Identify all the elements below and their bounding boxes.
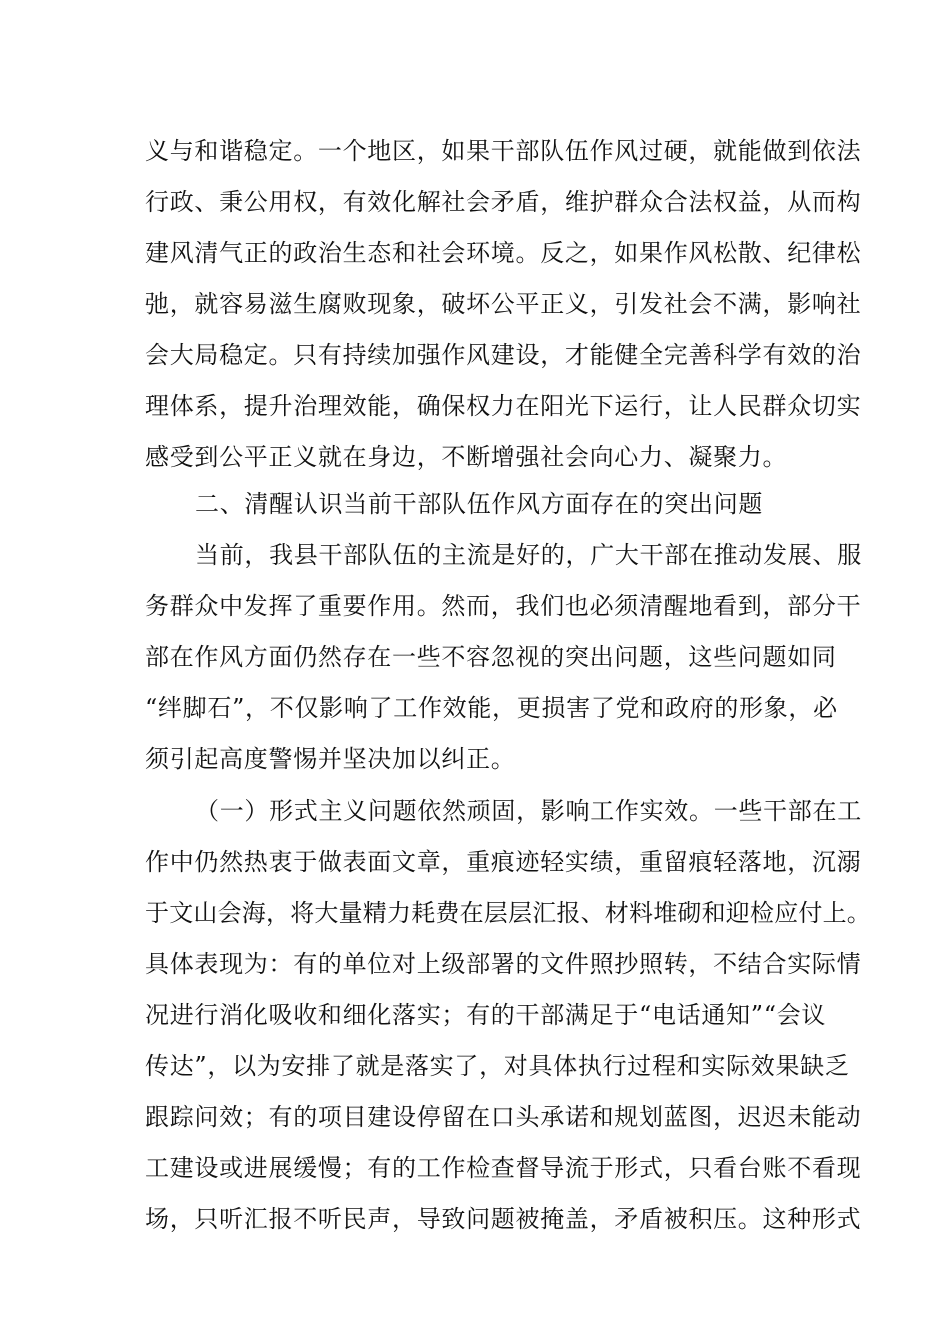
- paragraph-line: 于文山会海，将大量精力耗费在层层汇报、材料堆砌和迎检应付上。: [145, 899, 871, 927]
- paragraph-line: 况进行消化吸收和细化落实；有的干部满足于“电话通知”“会议: [145, 1001, 827, 1029]
- paragraph-line: 跟踪问效；有的项目建设停留在口头承诺和规划蓝图，迟迟未能动: [145, 1103, 862, 1131]
- paragraph-line: 具体表现为：有的单位对上级部署的文件照抄照转，不结合实际情: [145, 950, 862, 978]
- paragraph-line: 义与和谐稳定。一个地区，如果干部队伍作风过硬，就能做到依法: [145, 137, 862, 165]
- paragraph-line: 务群众中发挥了重要作用。然而，我们也必须清醒地看到，部分干: [145, 592, 862, 620]
- paragraph-line: 部在作风方面仍然存在一些不容忽视的突出问题，这些问题如同: [145, 643, 837, 671]
- paragraph-line: 感受到公平正义就在身边，不断增强社会向心力、凝聚力。: [145, 443, 788, 471]
- paragraph-line: 会大局稳定。只有持续加强作风建设，才能健全完善科学有效的治: [145, 341, 862, 369]
- paragraph-line: 工建设或进展缓慢；有的工作检查督导流于形式，只看台账不看现: [145, 1154, 862, 1182]
- paragraph-line: 场，只听汇报不听民声，导致问题被掩盖，矛盾被积压。这种形式: [145, 1205, 862, 1233]
- paragraph-line: 当前，我县干部队伍的主流是好的，广大干部在推动发展、服: [195, 541, 862, 569]
- paragraph-line: 弛，就容易滋生腐败现象，破坏公平正义，引发社会不满，影响社: [145, 290, 862, 318]
- subsection-heading-line: （一）形式主义问题依然顽固，影响工作实效。一些干部在工: [195, 797, 862, 825]
- paragraph-line: 行政、秉公用权，有效化解社会矛盾，维护群众合法权益，从而构: [145, 188, 862, 216]
- paragraph-line: 理体系，提升治理效能，确保权力在阳光下运行，让人民群众切实: [145, 392, 862, 420]
- paragraph-line: “绊脚石”，不仅影响了工作效能，更损害了党和政府的形象，必: [145, 694, 838, 722]
- section-heading: 二、清醒认识当前干部队伍作风方面存在的突出问题: [195, 490, 764, 518]
- paragraph-line: 建风清气正的政治生态和社会环境。反之，如果作风松散、纪律松: [145, 239, 862, 267]
- paragraph-line: 传达”，以为安排了就是落实了，对具体执行过程和实际效果缺乏: [145, 1052, 850, 1080]
- paragraph-line: 作中仍然热衷于做表面文章，重痕迹轻实绩，重留痕轻落地，沉溺: [145, 848, 862, 876]
- paragraph-line: 须引起高度警惕并坚决加以纠正。: [145, 745, 516, 773]
